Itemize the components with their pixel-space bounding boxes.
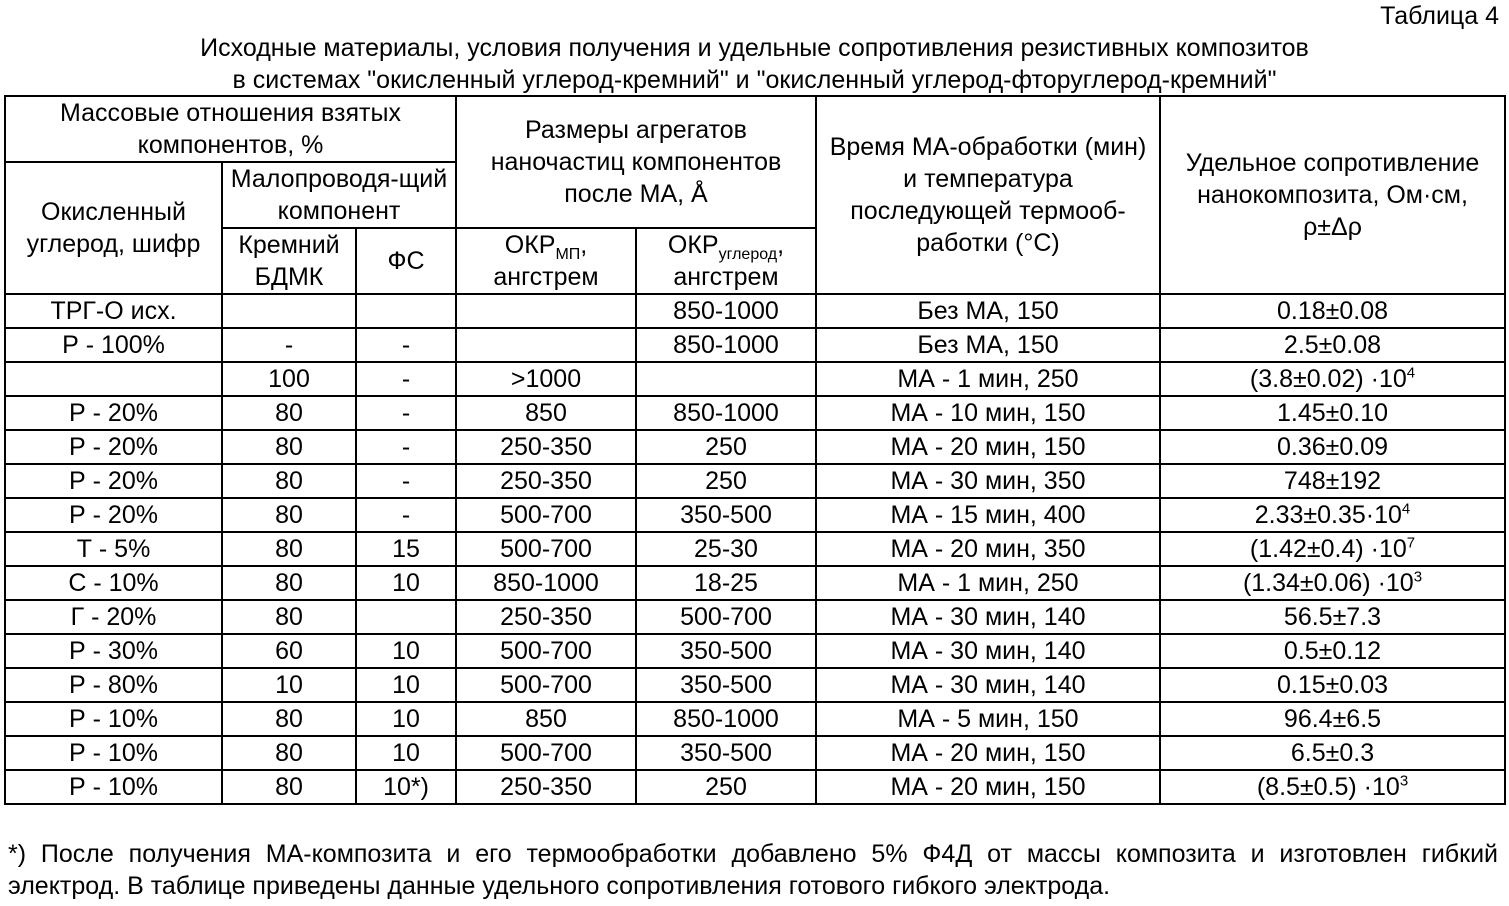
- header-oxidized-carbon: Окисленный углерод, шифр: [5, 162, 222, 294]
- resistivity-exponent: 3: [1399, 772, 1409, 790]
- header-aggregate-sizes: Размеры агрегатов наночастиц компонентов после МА, Å: [456, 96, 816, 228]
- cell-ma-time: МА - 30 мин, 140: [816, 600, 1160, 634]
- header-resistivity-label: Удельное сопротивление нанокомпозита, Ом·см,: [1185, 149, 1480, 209]
- cell-okr-mp: 850-1000: [456, 566, 636, 600]
- okr-mp-sub: МП: [555, 246, 581, 263]
- cell-silicon: 80: [222, 566, 356, 600]
- cell-okr-carbon: 850-1000: [636, 396, 816, 430]
- cell-okr-carbon: 850-1000: [636, 702, 816, 736]
- header-silicon: Кремний БДМК: [222, 228, 356, 294]
- table-number: Таблица 4: [1380, 2, 1499, 30]
- cell-fs: 10: [356, 736, 456, 770]
- cell-okr-carbon: 350-500: [636, 736, 816, 770]
- resistivity-value: 0.18±0.08: [1276, 297, 1389, 325]
- resistivity-value: 0.5±0.12: [1283, 637, 1382, 665]
- cell-silicon: 60: [222, 634, 356, 668]
- cell-okr-carbon: [636, 362, 816, 396]
- table-row: [5, 362, 1505, 396]
- cell-okr-carbon: 350-500: [636, 634, 816, 668]
- footnote: *) После получения МА-композита и его термообработки добавлено 5% Ф4Д от массы композита и изготовлен гибкий электрод. В таблице приведены данные удельного сопротивления готового гибкого электрода.: [8, 840, 1498, 900]
- cell-carbon: Р - 10%: [5, 702, 222, 736]
- cell-carbon: Т - 5%: [5, 532, 222, 566]
- cell-carbon: Р - 20%: [5, 430, 222, 464]
- title-line-2: в системах "окисленный углерод-кремний" и "окисленный углерод-фторуглерод-кремний": [232, 66, 1277, 94]
- cell-okr-mp: [456, 294, 636, 328]
- cell-silicon: [222, 294, 356, 328]
- cell-okr-carbon: 350-500: [636, 668, 816, 702]
- cell-okr-mp: 850: [456, 702, 636, 736]
- cell-fs: -: [356, 498, 456, 532]
- resistivity-value: 96.4±6.5: [1283, 705, 1382, 733]
- cell-okr-mp: 500-700: [456, 634, 636, 668]
- resistivity-value: 1.45±0.10: [1276, 399, 1389, 427]
- header-low-conductive: Малопроводя-щий компонент: [222, 162, 456, 228]
- cell-silicon: 80: [222, 396, 356, 430]
- cell-okr-mp: 250-350: [456, 464, 636, 498]
- resistivity-value: 56.5±7.3: [1283, 603, 1382, 631]
- cell-carbon: Р - 20%: [5, 498, 222, 532]
- header-resistivity-symbol: ρ±Δρ: [1303, 213, 1362, 241]
- cell-okr-mp: 250-350: [456, 770, 636, 804]
- cell-ma-time: Без МА, 150: [816, 328, 1160, 362]
- header-mass-ratios: Массовые отношения взятых компонентов, %: [5, 96, 456, 162]
- cell-fs: 10: [356, 668, 456, 702]
- cell-silicon: 80: [222, 532, 356, 566]
- resistivity-value: 0.36±0.09: [1276, 433, 1389, 461]
- cell-resistivity: [1160, 566, 1505, 600]
- cell-silicon: 10: [222, 668, 356, 702]
- table-row: [5, 328, 1505, 362]
- table-row: [5, 668, 1505, 702]
- table-row: [5, 396, 1505, 430]
- cell-resistivity: [1160, 634, 1505, 668]
- cell-resistivity: [1160, 702, 1505, 736]
- cell-resistivity: [1160, 362, 1505, 396]
- cell-carbon: Г - 20%: [5, 600, 222, 634]
- cell-ma-time: МА - 20 мин, 150: [816, 430, 1160, 464]
- table-row: [5, 634, 1505, 668]
- title-line-1: Исходные материалы, условия получения и удельные сопротивления резистивных композитов: [200, 34, 1309, 62]
- cell-ma-time: МА - 30 мин, 140: [816, 668, 1160, 702]
- cell-okr-carbon: 25-30: [636, 532, 816, 566]
- cell-resistivity: [1160, 600, 1505, 634]
- cell-ma-time: Без МА, 150: [816, 294, 1160, 328]
- cell-okr-carbon: 350-500: [636, 498, 816, 532]
- okr-c-base: ОКР: [667, 231, 719, 259]
- cell-ma-time: МА - 30 мин, 140: [816, 634, 1160, 668]
- header-ma-time: Время МА-обработки (мин) и температура последующей термооб-работки (°С): [816, 96, 1160, 294]
- table-row: [5, 294, 1505, 328]
- cell-ma-time: МА - 20 мин, 150: [816, 770, 1160, 804]
- table-row: [5, 430, 1505, 464]
- cell-okr-mp: 250-350: [456, 600, 636, 634]
- resistivity-exponent: 3: [1413, 568, 1423, 586]
- cell-silicon: 80: [222, 430, 356, 464]
- table-row: [5, 600, 1505, 634]
- data-table: [4, 95, 1506, 805]
- cell-carbon: ТРГ-О исх.: [5, 294, 222, 328]
- cell-silicon: 80: [222, 464, 356, 498]
- cell-silicon: 80: [222, 498, 356, 532]
- table-row: [5, 532, 1505, 566]
- resistivity-value: (1.34±0.06) ·10: [1242, 569, 1414, 597]
- okr-mp-suffix: ,: [580, 231, 588, 259]
- table-row: [5, 498, 1505, 532]
- cell-carbon: Р - 20%: [5, 396, 222, 430]
- cell-okr-carbon: 250: [636, 464, 816, 498]
- resistivity-value: 2.33±0.35·10: [1254, 501, 1402, 529]
- cell-okr-carbon: 850-1000: [636, 294, 816, 328]
- cell-carbon: Р - 30%: [5, 634, 222, 668]
- cell-ma-time: МА - 15 мин, 400: [816, 498, 1160, 532]
- cell-ma-time: МА - 10 мин, 150: [816, 396, 1160, 430]
- resistivity-value: 6.5±0.3: [1290, 739, 1375, 767]
- cell-silicon: -: [222, 328, 356, 362]
- cell-resistivity: [1160, 464, 1505, 498]
- resistivity-value: 748±192: [1283, 467, 1382, 495]
- cell-resistivity: [1160, 430, 1505, 464]
- resistivity-value: 2.5±0.08: [1283, 331, 1382, 359]
- header-fs: ФС: [356, 228, 456, 294]
- table-row: [5, 770, 1505, 804]
- cell-okr-carbon: 500-700: [636, 600, 816, 634]
- okr-c-suffix: ,: [777, 231, 785, 259]
- okr-mp-base: ОКР: [504, 231, 556, 259]
- resistivity-value: (8.5±0.5) ·10: [1256, 773, 1400, 801]
- cell-carbon: Р - 80%: [5, 668, 222, 702]
- cell-resistivity: [1160, 328, 1505, 362]
- table-row: [5, 566, 1505, 600]
- cell-ma-time: МА - 20 мин, 350: [816, 532, 1160, 566]
- cell-carbon: [5, 362, 222, 396]
- cell-resistivity: [1160, 396, 1505, 430]
- cell-fs: 15: [356, 532, 456, 566]
- header-resistivity: [1160, 96, 1505, 294]
- cell-silicon: 80: [222, 702, 356, 736]
- table-row: [5, 736, 1505, 770]
- cell-carbon: С - 10%: [5, 566, 222, 600]
- okr-c-sub: углерод: [718, 246, 778, 263]
- table-title: [0, 32, 1509, 96]
- cell-resistivity: [1160, 498, 1505, 532]
- resistivity-exponent: 4: [1401, 500, 1411, 518]
- cell-fs: 10: [356, 634, 456, 668]
- cell-resistivity: [1160, 736, 1505, 770]
- cell-silicon: 80: [222, 600, 356, 634]
- cell-okr-mp: 250-350: [456, 430, 636, 464]
- table-row: [5, 702, 1505, 736]
- cell-ma-time: МА - 20 мин, 150: [816, 736, 1160, 770]
- cell-okr-carbon: 250: [636, 770, 816, 804]
- cell-fs: 10: [356, 702, 456, 736]
- cell-fs: 10*): [356, 770, 456, 804]
- cell-fs: [356, 294, 456, 328]
- resistivity-value: (3.8±0.02) ·10: [1249, 365, 1407, 393]
- cell-okr-mp: 500-700: [456, 668, 636, 702]
- cell-okr-mp: 500-700: [456, 532, 636, 566]
- cell-fs: -: [356, 328, 456, 362]
- cell-fs: 10: [356, 566, 456, 600]
- okr-c-unit: ангстрем: [673, 263, 779, 291]
- cell-silicon: 100: [222, 362, 356, 396]
- cell-resistivity: [1160, 294, 1505, 328]
- cell-carbon: Р - 100%: [5, 328, 222, 362]
- cell-fs: -: [356, 396, 456, 430]
- resistivity-exponent: 4: [1406, 364, 1416, 382]
- cell-fs: -: [356, 464, 456, 498]
- header-okr-mp: [456, 228, 636, 294]
- table-body: [5, 294, 1505, 804]
- cell-ma-time: МА - 1 мин, 250: [816, 362, 1160, 396]
- cell-okr-mp: 500-700: [456, 498, 636, 532]
- cell-fs: -: [356, 430, 456, 464]
- cell-okr-mp: 850: [456, 396, 636, 430]
- header-okr-carbon: [636, 228, 816, 294]
- resistivity-value: (1.42±0.4) ·10: [1249, 535, 1407, 563]
- cell-okr-mp: >1000: [456, 362, 636, 396]
- cell-silicon: 80: [222, 736, 356, 770]
- cell-ma-time: МА - 30 мин, 350: [816, 464, 1160, 498]
- cell-okr-carbon: 250: [636, 430, 816, 464]
- cell-carbon: Р - 10%: [5, 736, 222, 770]
- resistivity-exponent: 7: [1406, 534, 1416, 552]
- cell-ma-time: МА - 5 мин, 150: [816, 702, 1160, 736]
- cell-resistivity: [1160, 668, 1505, 702]
- cell-okr-mp: [456, 328, 636, 362]
- resistivity-value: 0.15±0.03: [1276, 671, 1389, 699]
- cell-okr-carbon: 850-1000: [636, 328, 816, 362]
- okr-mp-unit: ангстрем: [493, 263, 599, 291]
- cell-ma-time: МА - 1 мин, 250: [816, 566, 1160, 600]
- cell-resistivity: [1160, 532, 1505, 566]
- table-row: [5, 464, 1505, 498]
- cell-okr-carbon: 18-25: [636, 566, 816, 600]
- cell-carbon: Р - 10%: [5, 770, 222, 804]
- cell-fs: [356, 600, 456, 634]
- cell-silicon: 80: [222, 770, 356, 804]
- cell-carbon: Р - 20%: [5, 464, 222, 498]
- cell-fs: -: [356, 362, 456, 396]
- cell-okr-mp: 500-700: [456, 736, 636, 770]
- cell-resistivity: [1160, 770, 1505, 804]
